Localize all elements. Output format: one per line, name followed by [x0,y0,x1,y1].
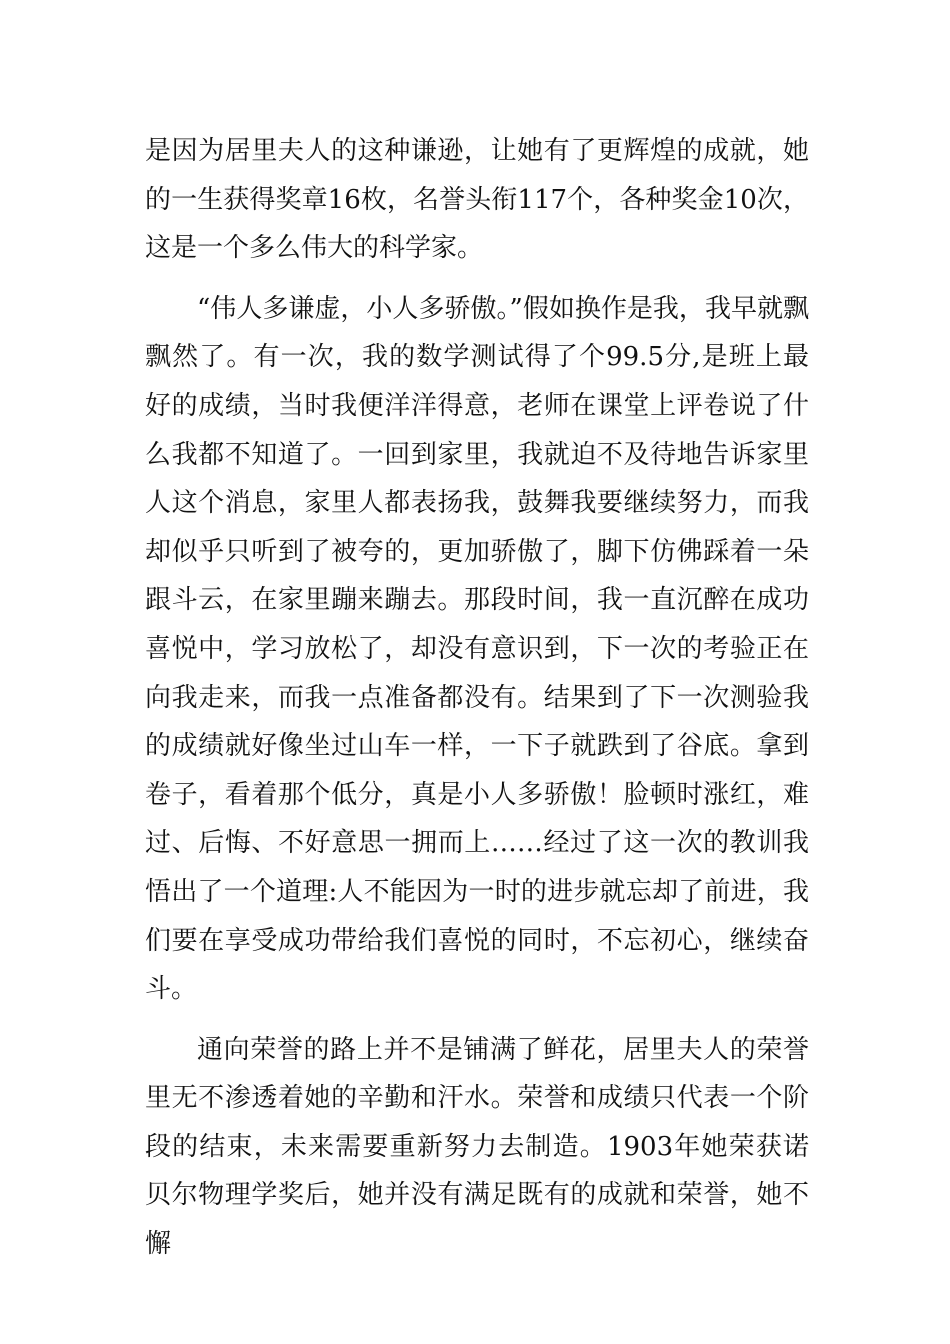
paragraph-honor-road: 通向荣誉的路上并不是铺满了鲜花，居里夫人的荣誉里无不渗透着她的辛勤和汗水。荣誉和成绩只代表一个阶段的结束，未来需要重新努力去制造。1903年她荣获诺贝尔物理学奖后，她并没有满足既有的成就和荣誉，她不懈 [145,1034,809,1260]
document-page [145,127,809,1281]
paragraph-continuation: 是因为居里夫人的这种谦逊，让她有了更辉煌的成就，她的一生获得奖章16枚，名誉头衔117个，各种奖金10次，这是一个多么伟大的科学家。 [145,136,809,264]
paragraph-personal-story: “伟人多谦虚，小人多骄傲。”假如换作是我，我早就飘飘然了。有一次，我的数学测试得了个99.5分,是班上最好的成绩，当时我便洋洋得意，老师在课堂上评卷说了什么我都不知道了。一回到家里，我就迫不及待地告诉家里人这个消息，家里人都表扬我，鼓舞我要继续努力，而我却似乎只听到了被夸的，更加骄傲了，脚下仿佛踩着一朵跟斗云，在家里蹦来蹦去。那段时间，我一直沉醉在成功喜悦中，学习放松了，却没有意识到，下一次的考验正在向我走来，而我一点准备都没有。结果到了下一次测验我的成绩就好像坐过山车一样，一下子就跌到了谷底。拿到卷子，看着那个低分，真是小人多骄傲！脸顿时涨红，难过、后悔、不好意思一拥而上……经过了这一次的教训我悟出了一个道理:人不能因为一时的进步就忘却了前进，我们要在享受成功带给我们喜悦的同时，不忘初心，继续奋斗。 [145,293,809,1005]
